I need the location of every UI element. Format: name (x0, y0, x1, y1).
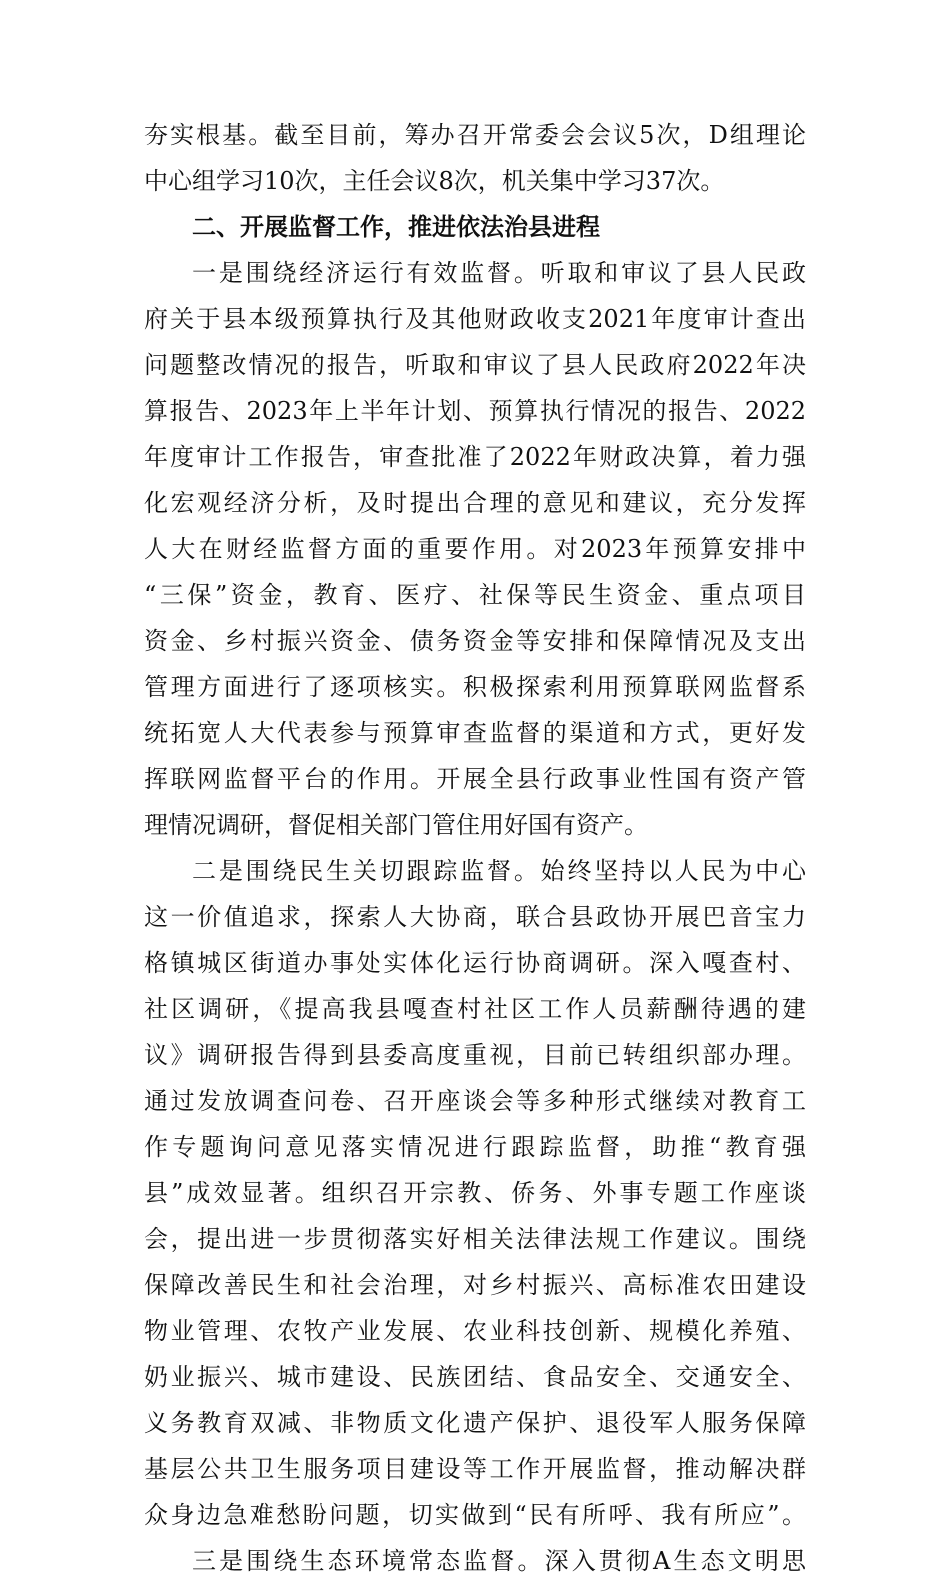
document-page (144, 112, 806, 1584)
text-line: 基层公共卫生服务项目建设等工作开展监督，推动解决群 (144, 1455, 806, 1483)
text-line: 格镇城区街道办事处实体化运行协商调研。深入嘎查村、 (144, 949, 806, 977)
text-line: 算报告、2023年上半年计划、预算执行情况的报告、2022 (144, 397, 806, 425)
section-heading: 二、开展监督工作，推进依法治县进程 (192, 213, 600, 241)
text-line: 作专题询问意见落实情况进行跟踪监督，助推“教育强 (144, 1133, 806, 1161)
text-line: “三保”资金，教育、医疗、社保等民生资金、重点项目 (144, 581, 806, 609)
text-line: 通过发放调查问卷、召开座谈会等多种形式继续对教育工 (144, 1087, 806, 1115)
text-line: 年度审计工作报告，审查批准了2022年财政决算，着力强 (144, 443, 806, 471)
text-line: 管理方面进行了逐项核实。积极探索利用预算联网监督系 (144, 673, 806, 701)
text-line: 理情况调研，督促相关部门管住用好国有资产。 (144, 811, 648, 839)
paragraph-first-line: 二是围绕民生关切跟踪监督。始终坚持以人民为中心 (192, 857, 806, 885)
text-line: 会，提出进一步贯彻落实好相关法律法规工作建议。围绕 (144, 1225, 806, 1253)
text-line: 问题整改情况的报告，听取和审议了县人民政府2022年决 (144, 351, 806, 379)
text-line: 保障改善民生和社会治理，对乡村振兴、高标准农田建设 (144, 1271, 806, 1299)
text-line: 物业管理、农牧产业发展、农业科技创新、规模化养殖、 (144, 1317, 806, 1345)
text-line: 议》调研报告得到县委高度重视，目前已转组织部办理。 (144, 1041, 806, 1069)
text-line: 这一价值追求，探索人大协商，联合县政协开展巴音宝力 (144, 903, 806, 931)
text-line: 众身边急难愁盼问题，切实做到“民有所呼、我有所应”。 (144, 1501, 806, 1529)
text-line: 府关于县本级预算执行及其他财政收支2021年度审计查出 (144, 305, 806, 333)
paragraph-first-line: 一是围绕经济运行有效监督。听取和审议了县人民政 (192, 259, 806, 287)
text-line: 中心组学习10次，主任会议8次，机关集中学习37次。 (144, 167, 725, 195)
text-line: 人大在财经监督方面的重要作用。对2023年预算安排中 (144, 535, 806, 563)
text-line: 社区调研，《提高我县嘎查村社区工作人员薪酬待遇的建 (144, 995, 806, 1023)
text-line: 义务教育双减、非物质文化遗产保护、退役军人服务保障 (144, 1409, 806, 1437)
paragraph-first-line: 三是围绕生态环境常态监督。深入贯彻A生态文明思 (192, 1547, 806, 1575)
text-line: 资金、乡村振兴资金、债务资金等安排和保障情况及支出 (144, 627, 806, 655)
text-line: 县”成效显著。组织召开宗教、侨务、外事专题工作座谈 (144, 1179, 806, 1207)
text-line: 夯实根基。截至目前，筹办召开常委会会议5次，D组理论 (144, 121, 806, 149)
text-line: 化宏观经济分析，及时提出合理的意见和建议，充分发挥 (144, 489, 806, 517)
text-line: 挥联网监督平台的作用。开展全县行政事业性国有资产管 (144, 765, 806, 793)
text-line: 奶业振兴、城市建设、民族团结、食品安全、交通安全、 (144, 1363, 806, 1391)
text-line: 统拓宽人大代表参与预算审查监督的渠道和方式，更好发 (144, 719, 806, 747)
